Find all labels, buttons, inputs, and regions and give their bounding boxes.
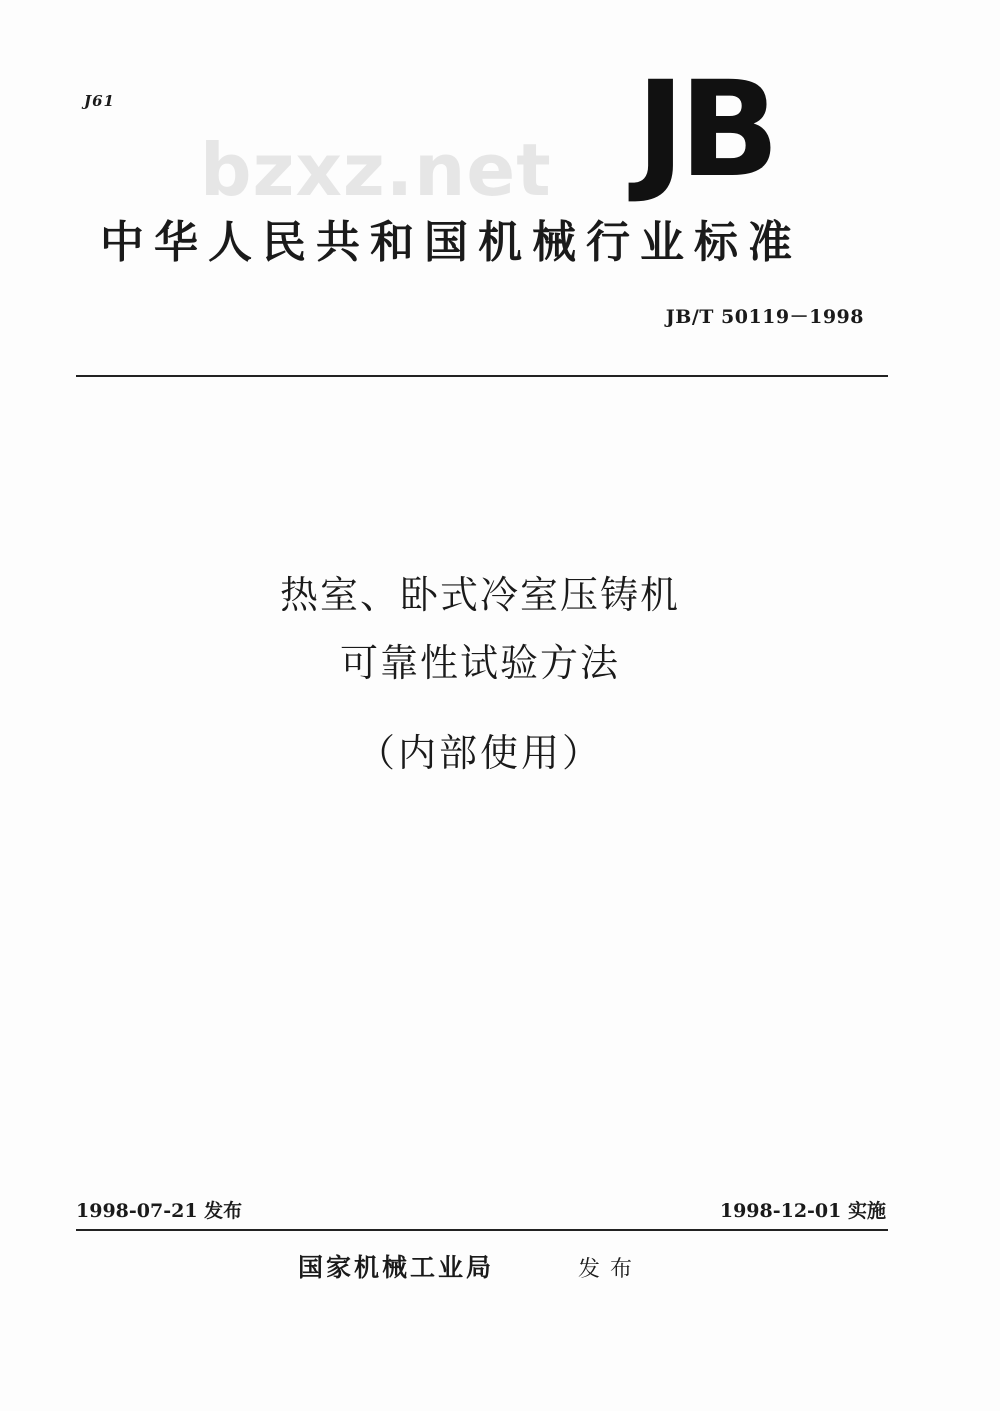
classification-code: J61 — [84, 92, 115, 110]
document-usage-note: （内部使用） — [356, 731, 603, 775]
issue-date: 1998-07-21 发布 — [76, 1200, 243, 1222]
document-title-line1: 热室、卧式冷室压铸机 — [279, 573, 680, 617]
standard-number: JB/T 50119－1998 — [665, 306, 864, 328]
jb-logo: JB — [636, 53, 774, 207]
header-divider — [76, 375, 888, 377]
issuing-authority: 国家机械工业局 — [298, 1253, 495, 1282]
standard-category-title: 中华人民共和国机械行业标准 — [100, 217, 802, 268]
watermark: bzxz.net — [200, 128, 552, 212]
implementation-date: 1998-12-01 实施 — [719, 1200, 886, 1222]
document-title-line2: 可靠性试验方法 — [339, 641, 620, 685]
footer-divider — [76, 1229, 888, 1231]
issuer-action: 发布 — [578, 1257, 643, 1282]
